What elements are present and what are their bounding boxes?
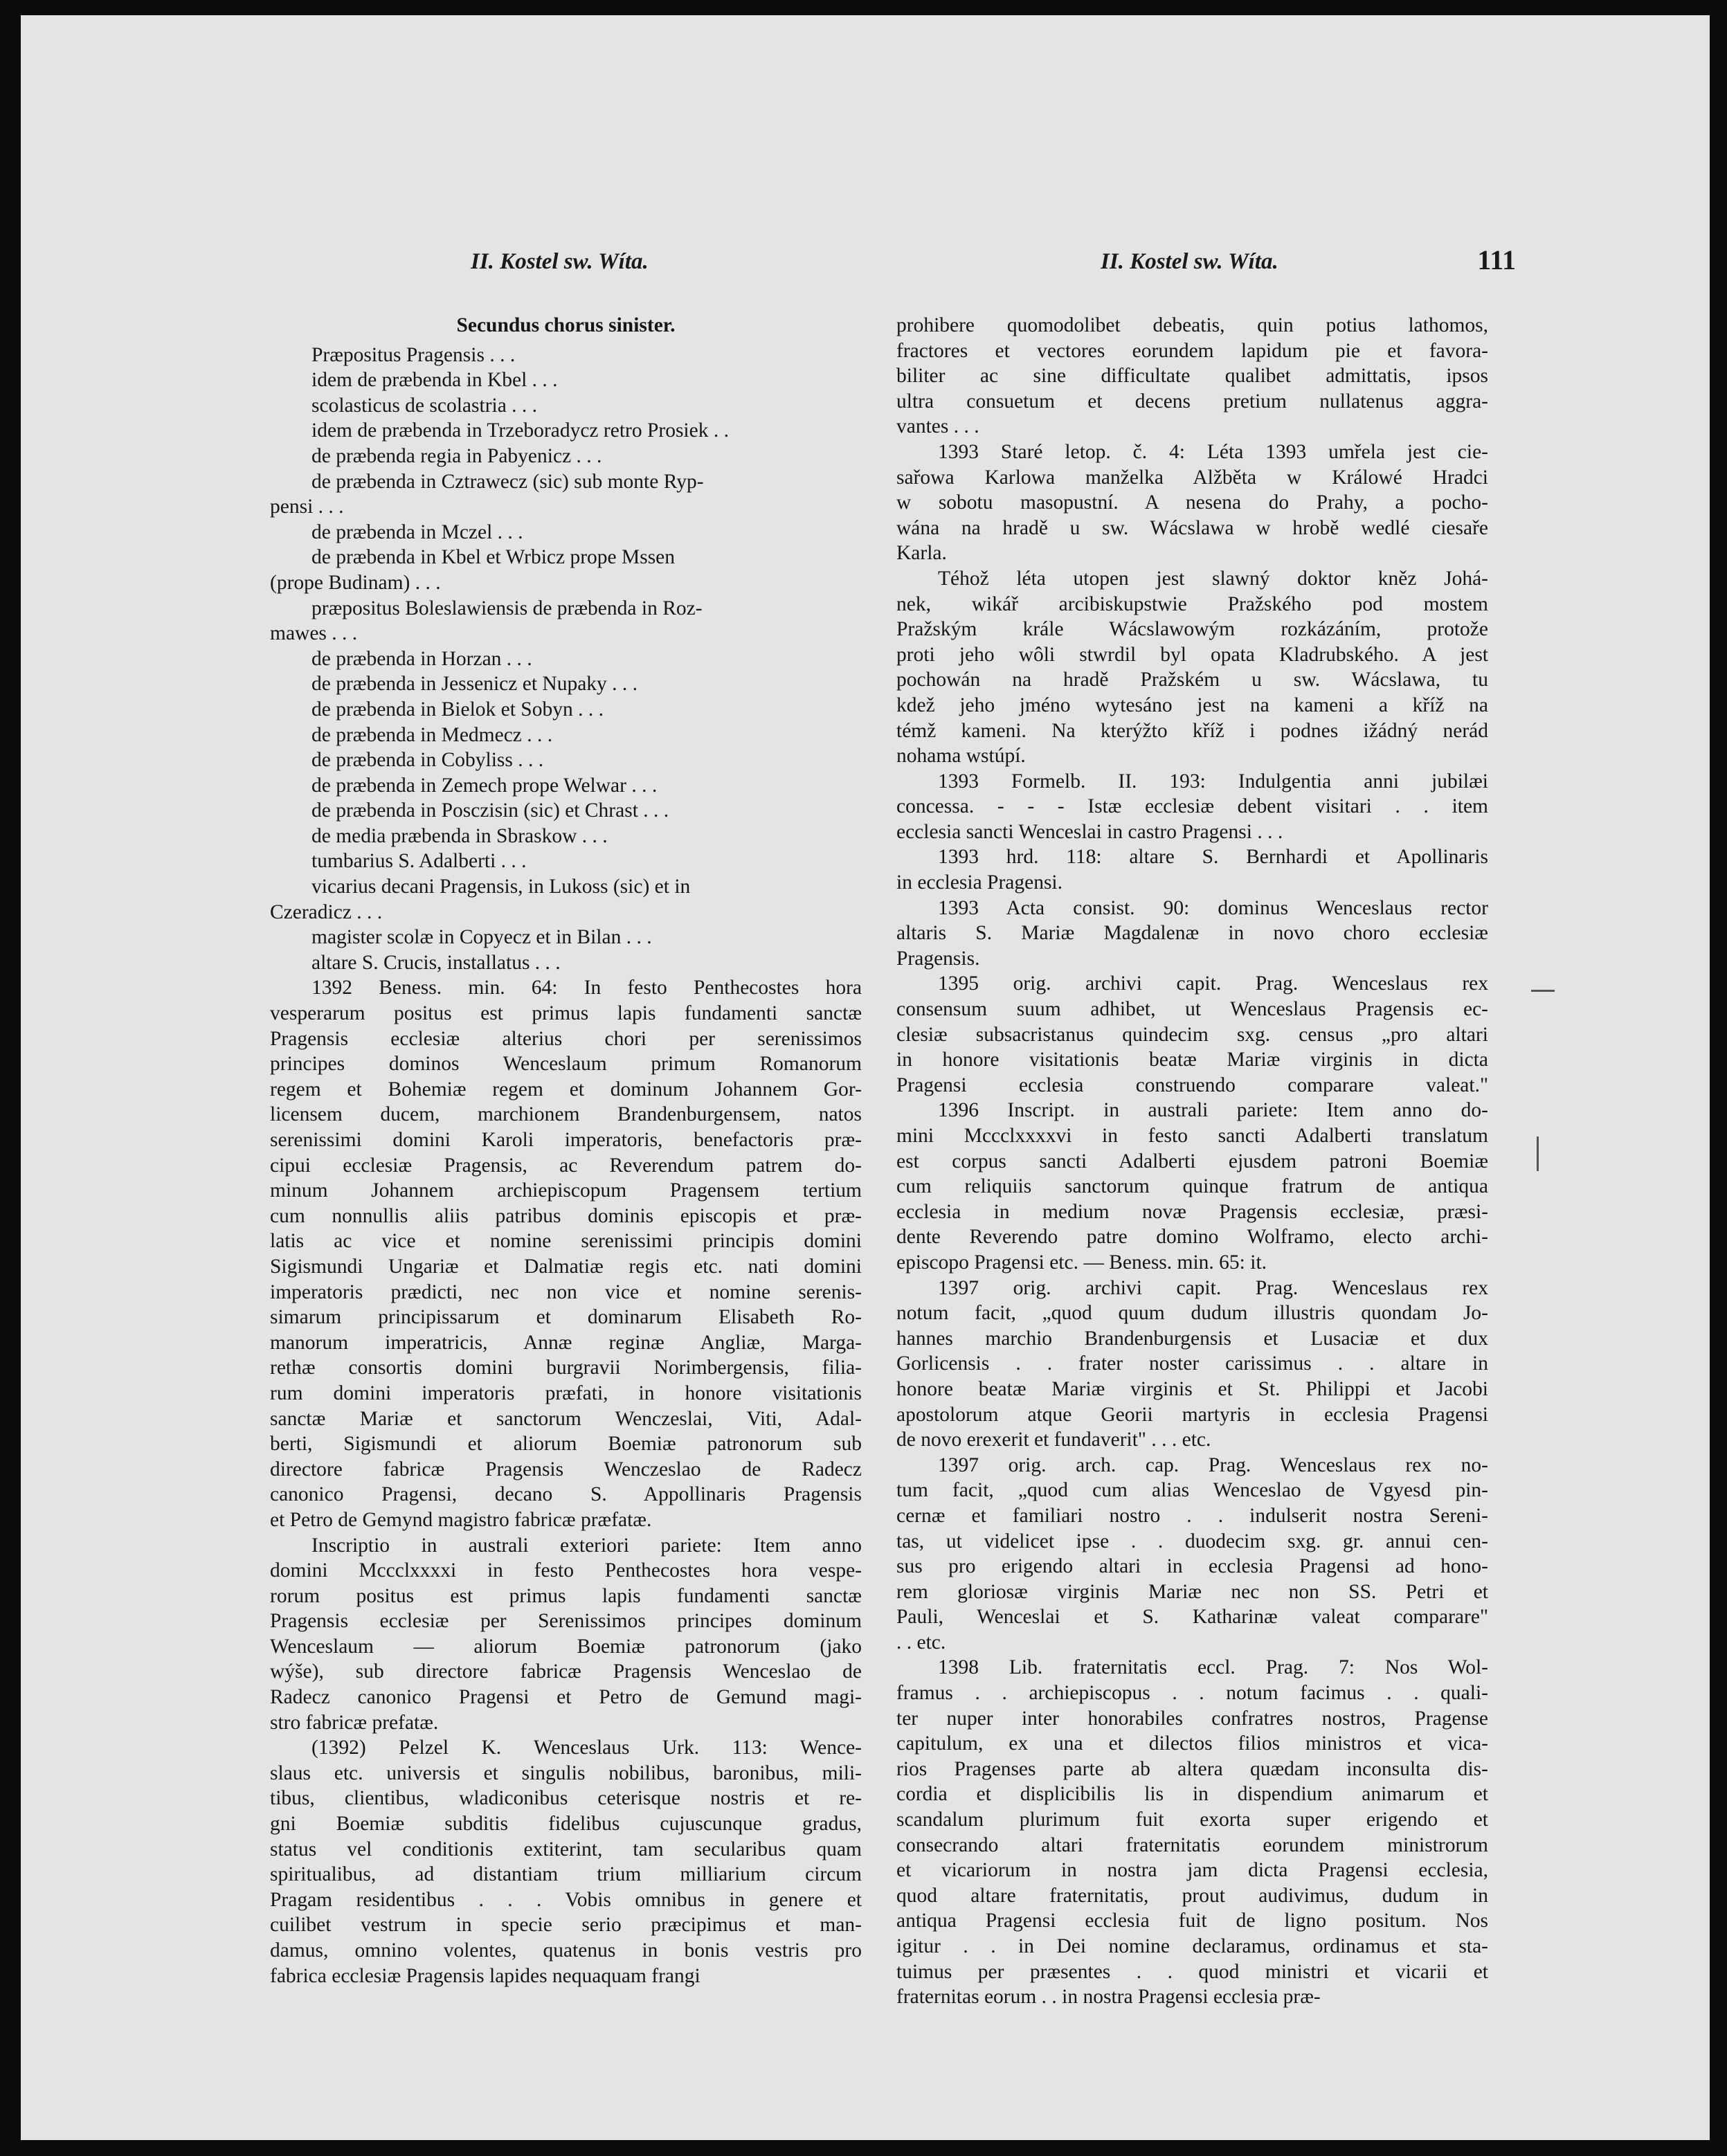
text-line: præpositus Boleslawiensis de præbenda in Roz-: [311, 597, 703, 619]
text-line: berti, Sigismundi et aliorum Boemiæ patronorum sub: [270, 1433, 862, 1456]
text-line: dente Reverendo patre domino Wolframo, electo archi-: [896, 1226, 1488, 1249]
text-line: vantes . . .: [896, 415, 979, 438]
text-line: notum facit, „quod quum dudum illustris quondam Jo-: [896, 1302, 1488, 1325]
text-line: hannes marchio Brandenburgensis et Lusaciæ et dux: [896, 1327, 1488, 1350]
text-line: 1398 Lib. fraternitatis eccl. Prag. 7: Nos Wol-: [938, 1656, 1488, 1679]
text-line: de novo erexerit et fundaverit" . . . etc.: [896, 1429, 1211, 1451]
text-line: pensi . . .: [270, 496, 344, 518]
text-line: Pragensi ecclesia construendo comparare valeat.": [896, 1074, 1488, 1096]
right-column: [896, 313, 1488, 2015]
text-line: spiritualibus, ad distantiam trium milliarium circum: [270, 1863, 862, 1886]
text-line: canonico Pragensi, decano S. Appollinaris Pragensis: [270, 1483, 862, 1506]
text-line: et Petro de Gemynd magistro fabricæ præfatæ.: [270, 1508, 652, 1531]
text-line: latis ac vice et nomine serenissimi principis domini: [270, 1230, 862, 1253]
text-line: Czeradicz . . .: [270, 900, 383, 923]
text-line: rum domini imperatoris præfati, in honore visitationis: [270, 1382, 862, 1404]
text-line: 1393 Formelb. II. 193: Indulgentia anni jubilæi: [938, 770, 1488, 792]
text-line: Pragam residentibus . . . Vobis omnibus in genere et: [270, 1888, 862, 1911]
text-line: licensem ducem, marchionem Brandenburgensem, natos: [270, 1103, 862, 1126]
text-line: wýše), sub directore fabricæ Pragensis Wenceslao de: [270, 1660, 862, 1683]
text-line: simarum principissarum et dominarum Elisabeth Ro-: [270, 1306, 862, 1329]
running-head-right: II. Kostel sw. Wíta.: [1101, 249, 1278, 274]
text-line: cuilibet vestrum in specie serio præcipimus et man-: [270, 1914, 862, 1937]
text-line: scolasticus de scolastria . . .: [311, 394, 538, 417]
text-line: Sigismundi Ungariæ et Dalmatiæ regis etc. nati domini: [270, 1255, 862, 1278]
text-line: 1397 orig. archivi capit. Prag. Wenceslaus rex: [938, 1276, 1488, 1299]
text-line: de media præbenda in Sbraskow . . .: [311, 824, 608, 847]
text-line: capitulum, ex una et dilectos filios ministros et vica-: [896, 1732, 1488, 1755]
text-line: rethæ consortis domini burgravii Norimbergensis, filia-: [270, 1357, 862, 1379]
text-line: in ecclesia Pragensi.: [896, 871, 1063, 894]
text-line: sus pro erigendo altari in ecclesia Pragensi ad hono-: [896, 1555, 1488, 1578]
text-line: 1395 orig. archivi capit. Prag. Wenceslaus rex: [938, 972, 1488, 995]
text-line: consecrando altari fraternitatis eorundem ministrorum: [896, 1833, 1488, 1856]
text-line: de præbenda in Mczel . . .: [311, 520, 523, 543]
text-line: domini Mccclxxxxi in festo Penthecostes hora vespe-: [270, 1559, 862, 1582]
text-line: . . etc.: [896, 1631, 946, 1654]
text-line: Pragensis ecclesiæ alterius chori per serenissimos: [270, 1027, 862, 1050]
text-line: Pragensis.: [896, 947, 980, 970]
text-line: de præbenda in Medmecz . . .: [311, 723, 553, 746]
text-line: apostolorum atque Georii martyris in ecclesia Pragensi: [896, 1403, 1488, 1426]
text-line: minum Johannem archiepiscopum Pragensem tertium: [270, 1179, 862, 1202]
text-line: est corpus sancti Adalberti ejusdem patroni Boemiæ: [896, 1150, 1488, 1172]
text-line: directore fabricæ Pragensis Wenczeslao de Radecz: [270, 1458, 862, 1480]
text-line: ultra consuetum et decens pretium nullatenus aggra-: [896, 390, 1488, 413]
text-line: 1393 Staré letop. č. 4: Léta 1393 umřela jest cie-: [938, 440, 1488, 463]
text-line: fabrica ecclesiæ Pragensis lapides nequaquam frangi: [270, 1964, 700, 1987]
text-line: quod altare fraternitatis, prout audivimus, dudum in: [896, 1884, 1488, 1907]
text-line: de præbenda in Horzan . . .: [311, 647, 532, 670]
text-line: ter nuper inter honorabiles confratres nostros, Pragense: [896, 1707, 1488, 1730]
text-line: altare S. Crucis, installatus . . .: [311, 951, 561, 974]
text-line: Pražským krále Wácslawowým rozkázáním, protože: [896, 618, 1488, 641]
text-line: de præbenda in Zemech prope Welwar . . .: [311, 774, 658, 797]
text-line: sařowa Karlowa manželka Alžběta w Králowé Hradci: [896, 466, 1488, 489]
margin-mark: [1537, 1136, 1539, 1171]
text-line: regem et Bohemiæ regem et dominum Johannem Gor-: [270, 1078, 862, 1100]
text-line: ecclesia sancti Wenceslai in castro Pragensi . . .: [896, 820, 1283, 843]
text-line: consensum suum adhibet, ut Wenceslaus Pragensis ec-: [896, 998, 1488, 1021]
text-line: de præbenda in Cztrawecz (sic) sub monte Ryp-: [311, 470, 704, 493]
text-line: biliter ac sine difficultate qualibet admittatis, ipsos: [896, 365, 1488, 388]
text-line: de præbenda in Posczisin (sic) et Chrast . . .: [311, 799, 669, 822]
text-line: status vel conditionis extiterint, tam secularibus quam: [270, 1838, 862, 1860]
text-line: Karla.: [896, 542, 947, 565]
text-line: vicarius decani Pragensis, in Lukoss (sic) et in: [311, 876, 691, 898]
text-line: de præbenda in Jessenicz et Nupaky . . .: [311, 673, 638, 696]
text-line: stro fabricæ prefatæ.: [270, 1711, 439, 1734]
text-line: témž kameni. Na kterýžto kříž i podnes ižádný nerád: [896, 719, 1488, 742]
left-column: [270, 313, 862, 2015]
text-line: imperatoris prædicti, nec non vice et nomine serenis-: [270, 1280, 862, 1303]
text-line: (prope Budinam) . . .: [270, 571, 441, 594]
text-line: rios Pragenses parte ab altera quædam inconsulta dis-: [896, 1757, 1488, 1780]
text-line: Radecz canonico Pragensi et Petro de Gemund magi-: [270, 1686, 862, 1709]
text-line: (1392) Pelzel K. Wenceslaus Urk. 113: Wence-: [311, 1737, 862, 1759]
text-line: 1393 hrd. 118: altare S. Bernhardi et Apollinaris: [938, 846, 1488, 869]
left-text-lines: [270, 343, 862, 1989]
text-line: 1392 Beness. min. 64: In festo Penthecostes hora: [311, 977, 862, 999]
text-line: tas, ut videlicet ipse . . duodecim sxg. gr. annui cen-: [896, 1530, 1488, 1552]
section-heading: Secundus chorus sinister.: [456, 314, 676, 336]
text-line: de præbenda in Bielok et Sobyn . . .: [311, 698, 604, 721]
text-line: gni Boemiæ subditis fidelibus cujuscunque gradus,: [270, 1813, 862, 1836]
text-line: ecclesia in medium novæ Pragensis ecclesiæ, præsi-: [896, 1200, 1488, 1223]
text-line: tum facit, „quod cum alias Wenceslao de Vgyesd pin-: [896, 1479, 1488, 1502]
text-line: Pragensis ecclesiæ per Serenissimos principes dominum: [270, 1610, 862, 1633]
page-number: 111: [1477, 244, 1516, 275]
scanned-page: [21, 15, 1710, 2140]
text-line: proti jeho wôli stwrdil byl opata Kladrubského. A jest: [896, 643, 1488, 666]
text-line: kdež jeho jméno wytesáno jest na kameni a kříž na: [896, 694, 1488, 716]
text-line: cum nonnullis aliis patribus dominis episcopis et præ-: [270, 1204, 862, 1227]
text-line: principes dominos Wenceslaum primum Romanorum: [270, 1053, 862, 1076]
text-line: fraternitas eorum . . in nostra Pragensi ecclesia præ-: [896, 1986, 1321, 2009]
text-line: slaus etc. universis et singulis nobilibus, baronibus, mili-: [270, 1761, 862, 1784]
text-line: clesiæ subsacristanus quindecim sxg. census „pro altari: [896, 1023, 1488, 1046]
text-line: in honore visitationis beatæ Mariæ virginis in dicta: [896, 1049, 1488, 1071]
text-line: nek, wikář arcibiskupstwie Pražského pod mostem: [896, 592, 1488, 615]
text-line: Inscriptio in australi exteriori pariete: Item anno: [311, 1534, 862, 1557]
text-line: concessa. - - - Istæ ecclesiæ debent visitari . . item: [896, 795, 1488, 818]
text-line: fractores et vectores eorundem lapidum pie et favora-: [896, 339, 1488, 362]
text-line: de præbenda regia in Pabyenicz . . .: [311, 444, 602, 467]
right-text-lines: [896, 313, 1488, 2010]
text-line: scandalum plurimum fuit exorta super erigendo et: [896, 1809, 1488, 1831]
text-line: Wenceslaum — aliorum Boemiæ patronorum (jako: [270, 1635, 862, 1658]
text-line: Pauli, Wenceslai et S. Katharinæ valeat comparare": [896, 1606, 1488, 1629]
text-line: rem gloriosæ virginis Mariæ nec non SS. Petri et: [896, 1580, 1488, 1603]
text-line: magister scolæ in Copyecz et in Bilan . . .: [311, 926, 652, 949]
text-line: tumbarius S. Adalberti . . .: [311, 850, 527, 873]
text-line: w sobotu masopustní. A nesena do Prahy, a pocho-: [896, 491, 1488, 514]
text-line: Præpositus Pragensis . . .: [311, 343, 516, 366]
text-line: igitur . . in Dei nomine declaramus, ordinamus et sta-: [896, 1935, 1488, 1957]
text-line: episcopo Pragensi etc. — Beness. min. 65: it.: [896, 1251, 1267, 1274]
text-line: cum reliquiis sanctorum quinque fratrum de antiqua: [896, 1175, 1488, 1198]
text-line: tuimus per præsentes . . quod ministri et vicarii et: [896, 1960, 1488, 1983]
text-line: serenissimi domini Karoli imperatoris, benefactoris præ-: [270, 1129, 862, 1151]
text-line: pochowán na hradě Pražském u sw. Wácslawa, tu: [896, 669, 1488, 691]
text-line: framus . . archiepiscopus . . notum facimus . . quali-: [896, 1682, 1488, 1705]
text-line: wána na hradě u sw. Wácslawa w hrobě wedlé ciesaře: [896, 516, 1488, 539]
margin-mark: [1531, 990, 1555, 992]
text-line: nohama wstúpí.: [896, 745, 1026, 768]
text-line: altaris S. Mariæ Magdalenæ in novo choro ecclesiæ: [896, 922, 1488, 945]
text-line: 1396 Inscript. in australi pariete: Item anno do-: [938, 1099, 1488, 1122]
text-line: mini Mccclxxxxvi in festo sancti Adalberti translatum: [896, 1125, 1488, 1147]
text-line: manorum imperatricis, Annæ reginæ Angliæ, Marga-: [270, 1331, 862, 1354]
text-line: Gorlicensis . . frater noster carissimus . . altare in: [896, 1352, 1488, 1375]
text-line: idem de præbenda in Trzeboradycz retro Prosiek . .: [311, 419, 729, 442]
running-head-left: II. Kostel sw. Wíta.: [471, 249, 649, 274]
text-line: 1397 orig. arch. cap. Prag. Wenceslaus rex no-: [938, 1453, 1488, 1476]
text-line: mawes . . .: [270, 622, 358, 645]
text-line: rorum positus est primus lapis fundamenti sanctæ: [270, 1584, 862, 1607]
text-line: de præbenda in Kbel et Wrbicz prope Mssen: [311, 546, 676, 569]
text-line: tibus, clientibus, wladiconibus ceterisque nostris et re-: [270, 1787, 862, 1810]
text-line: cernæ et familiari nostro . . indulserit nostra Sereni-: [896, 1504, 1488, 1527]
text-line: damus, omnino volentes, quatenus in bonis vestris pro: [270, 1939, 862, 1962]
text-line: idem de præbenda in Kbel . . .: [311, 369, 558, 392]
text-line: honore beatæ Mariæ virginis et St. Philippi et Jacobi: [896, 1377, 1488, 1400]
text-line: sanctæ Mariæ et sanctorum Wenczeslai, Viti, Adal-: [270, 1407, 862, 1430]
text-line: antiqua Pragensi ecclesia fuit de ligno positum. Nos: [896, 1910, 1488, 1932]
text-line: 1393 Acta consist. 90: dominus Wenceslaus rector: [938, 896, 1488, 919]
text-line: et vicariorum in nostra jam dicta Pragensi ecclesia,: [896, 1859, 1488, 1882]
text-line: cipui ecclesiæ Pragensis, ac Reverendum patrem do-: [270, 1154, 862, 1177]
text-line: vesperarum positus est primus lapis fundamenti sanctæ: [270, 1002, 862, 1025]
text-line: cordia et displicibilis lis in dispendium animarum et: [896, 1783, 1488, 1806]
text-line: Téhož léta utopen jest slawný doktor kněz Johá-: [938, 567, 1488, 590]
text-line: de præbenda in Cobyliss . . .: [311, 749, 544, 772]
text-line: prohibere quomodolibet debeatis, quin potius lathomos,: [896, 314, 1488, 336]
